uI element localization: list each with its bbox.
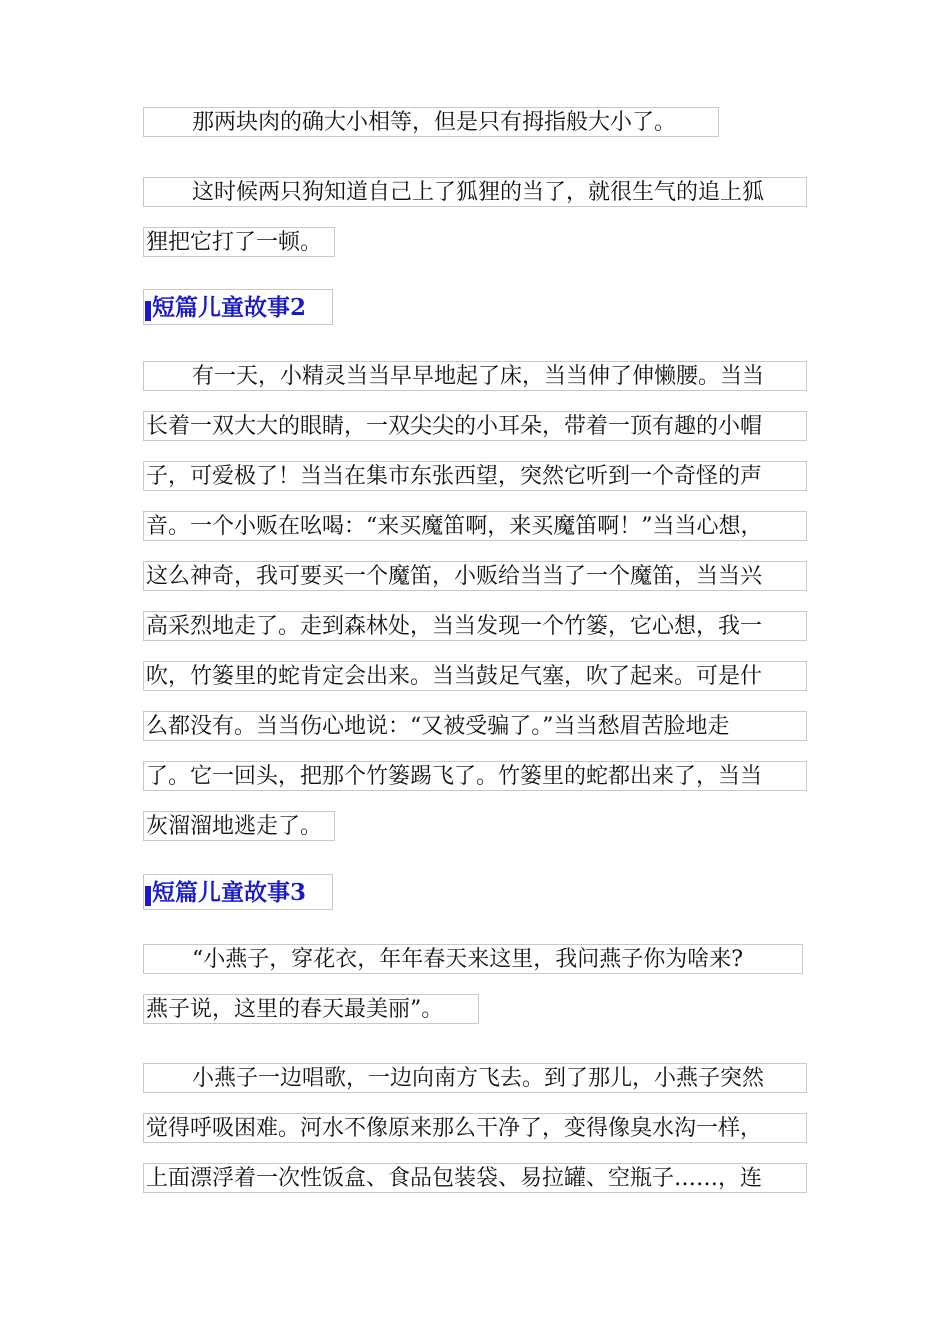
text-line: 有一天，小精灵当当早早地起了床，当当伸了伸懒腰。当当 [143,361,807,391]
section-heading [143,874,333,910]
text-line: 那两块肉的确大小相等，但是只有拇指般大小了。 [143,107,719,137]
section-heading [143,289,333,325]
text-line: 灰溜溜地逃走了。 [143,811,335,841]
heading-text: 短篇儿童故事2 [152,294,307,321]
text-line: 子，可爱极了！当当在集市东张西望，突然它听到一个奇怪的声 [143,461,807,491]
text-line: 长着一双大大的眼睛，一双尖尖的小耳朵，带着一顶有趣的小帽 [143,411,807,441]
text-line: 这么神奇，我可要买一个魔笛，小贩给当当了一个魔笛，当当兴 [143,561,807,591]
text-line: 这时候两只狗知道自己上了狐狸的当了，就很生气的追上狐 [143,177,807,207]
text-line: 燕子说，这里的春天最美丽”。 [143,994,479,1024]
heading-marker [145,301,151,321]
text-line: 小燕子一边唱歌，一边向南方飞去。到了那儿，小燕子突然 [143,1063,807,1093]
text-line: 吹，竹篓里的蛇肯定会出来。当当鼓足气塞，吹了起来。可是什 [143,661,807,691]
text-line: 高采烈地走了。走到森林处，当当发现一个竹篓，它心想，我一 [143,611,807,641]
heading-marker [145,886,151,906]
heading-text: 短篇儿童故事3 [152,879,307,906]
text-line: 狸把它打了一顿。 [143,227,335,257]
text-line: 上面漂浮着一次性饭盒、食品包装袋、易拉罐、空瓶子……，连 [143,1163,807,1193]
text-line: 音。一个小贩在吆喝：“来买魔笛啊，来买魔笛啊！”当当心想， [143,511,807,541]
text-line: 么都没有。当当伤心地说：“又被受骗了。”当当愁眉苦脸地走 [143,711,807,741]
text-line: 觉得呼吸困难。河水不像原来那么干净了，变得像臭水沟一样， [143,1113,807,1143]
text-line: 了。它一回头，把那个竹篓踢飞了。竹篓里的蛇都出来了，当当 [143,761,807,791]
text-line: “小燕子，穿花衣，年年春天来这里，我问燕子你为啥来? [143,944,803,974]
